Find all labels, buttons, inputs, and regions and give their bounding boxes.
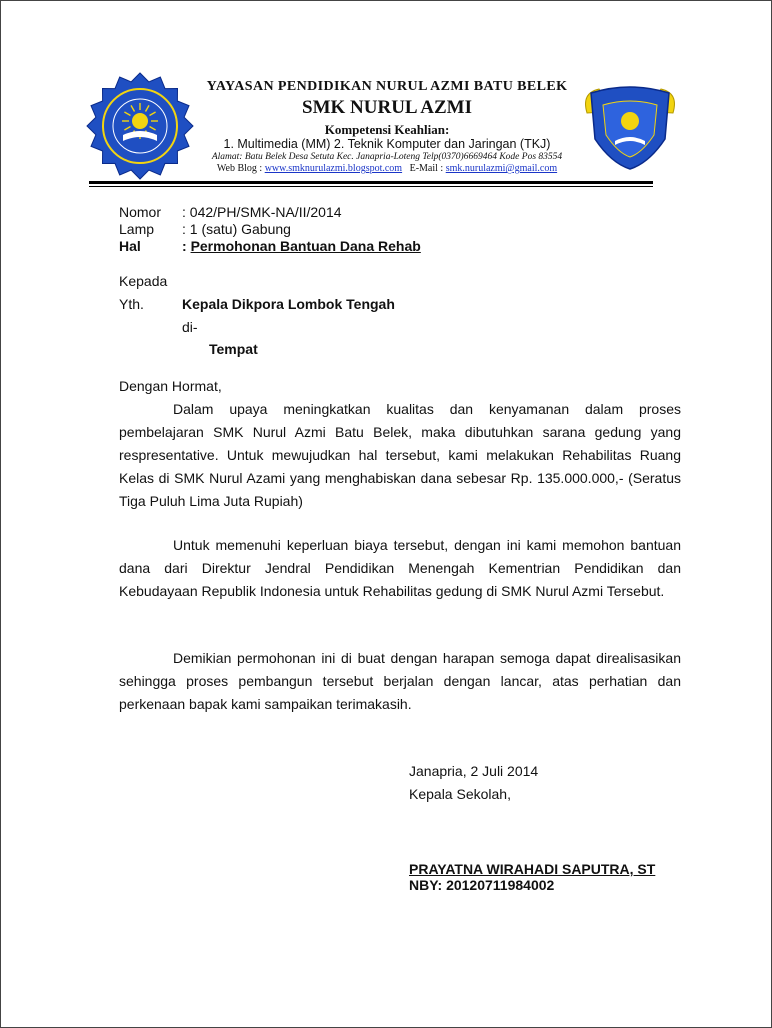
lamp-label: Lamp: [119, 221, 155, 237]
paragraph-3-text: Demikian permohonan ini di buat dengan harapan semoga dapat direalisasikan sehingga proses pembangun tersebut berjalan dengan lancar, atas perhatian dan perkenaan bapak kami sampaikan terimakasih.: [119, 650, 681, 712]
skills-list: 1. Multimedia (MM) 2. Teknik Komputer dan Jaringan (TKJ): [223, 137, 551, 151]
yth-label: Yth.: [119, 296, 144, 312]
school-address: Alamat: Batu Belek Desa Setuta Kec. Janapria-Loteng Telp(0370)6669464 Kode Pos 83554: [211, 152, 563, 162]
tempat-label: Tempat: [209, 341, 258, 357]
di-label: di-: [182, 319, 198, 335]
body-paragraph-3: [119, 647, 681, 716]
blog-link[interactable]: www.smknurulazmi.blogspot.com: [264, 163, 403, 174]
contact-line: [191, 163, 583, 174]
body-paragraph-2: [119, 534, 681, 603]
letterhead-divider-thin: [89, 186, 653, 187]
hal-value: Permohonan Bantuan Dana Rehab: [190, 238, 421, 254]
foundation-emblem-icon: [579, 83, 681, 173]
place-date: Janapria, 2 Juli 2014: [409, 763, 539, 779]
hal-label: Hal: [119, 238, 141, 254]
body-paragraph-1: [119, 398, 681, 513]
skills-title: Kompetensi Keahlian:: [324, 122, 450, 137]
signer-position: Kepala Sekolah,: [409, 786, 511, 802]
foundation-name: YAYASAN PENDIDIKAN NURUL AZMI BATU BELEK: [206, 79, 568, 94]
blog-label: Web Blog :: [216, 163, 265, 174]
school-name: SMK NURUL AZMI: [302, 97, 472, 118]
greeting: Dengan Hormat,: [119, 378, 222, 394]
letterhead-divider: [89, 181, 653, 184]
email-link[interactable]: smk.nurulazmi@gmail.com: [445, 163, 558, 174]
hal-field: [182, 238, 421, 254]
recipient-name: Kepala Dikpora Lombok Tengah: [182, 296, 395, 312]
nomor-label: Nomor: [119, 204, 162, 220]
lamp-value: : 1 (satu) Gabung: [182, 221, 291, 237]
nomor-value: : 042/PH/SMK-NA/II/2014: [182, 204, 342, 220]
hal-colon: :: [182, 238, 191, 254]
kepada-label: Kepada: [119, 273, 168, 289]
signer-name: PRAYATNA WIRAHADI SAPUTRA, ST: [409, 861, 656, 877]
email-label: E-Mail :: [402, 163, 446, 174]
paragraph-2-text: Untuk memenuhi keperluan biaya tersebut, dengan ini kami memohon bantuan dana dari Direktur Jendral Pendidikan Menengah Kementrian Pendidikan dan Kebudayaan Republik Indonesia untuk Rehabilitas gedung di SMK Nurul Azmi Tersebut.: [119, 537, 681, 599]
signer-nby: NBY: 20120711984002: [409, 877, 555, 893]
school-emblem-icon: [85, 71, 195, 181]
paragraph-1-text: Dalam upaya meningkatkan kualitas dan kenyamanan dalam proses pembelajaran SMK Nurul Azmi Batu Belek, maka dibutuhkan sarana gedung yang respresentative. Untuk mewujudkan hal tersebut, kami melakukan Rehabilitas Ruang Kelas di SMK Nurul Azami yang menghabiskan dana sebesar Rp. 135.000.000,- (Seratus Tiga Puluh Lima Juta Rupiah): [119, 401, 681, 509]
